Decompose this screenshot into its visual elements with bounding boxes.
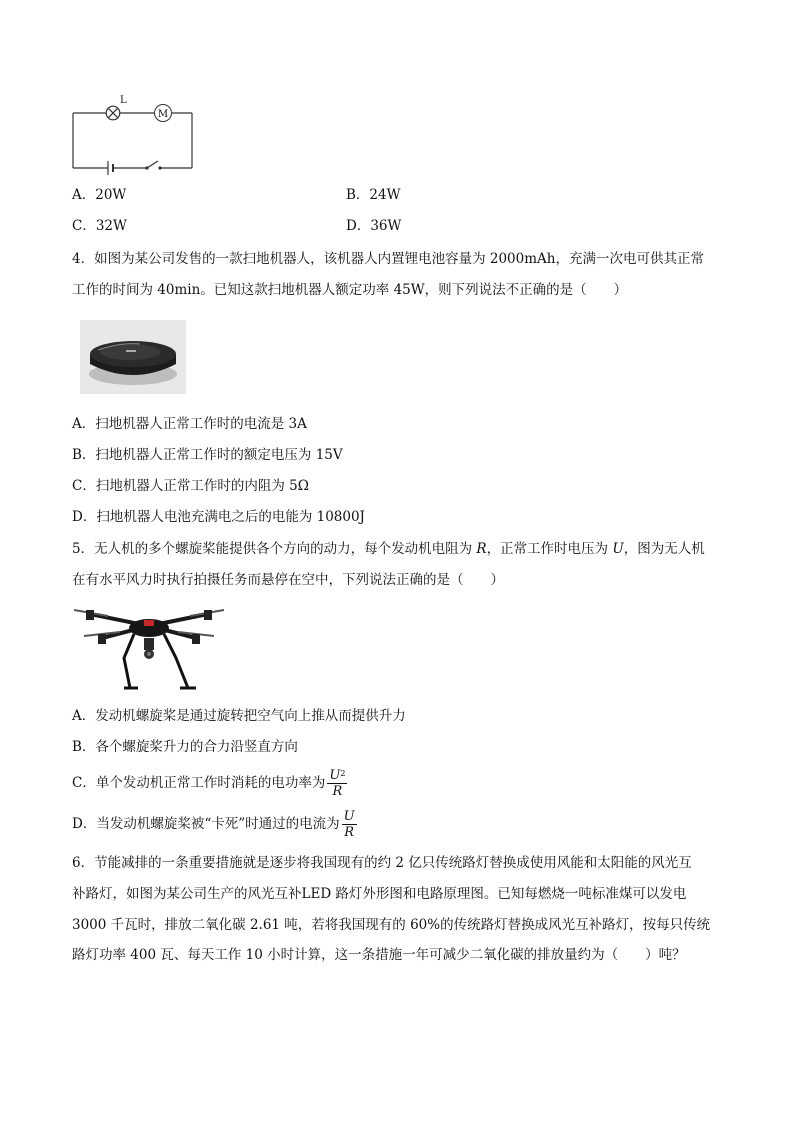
- drone-photo: [74, 596, 224, 696]
- q6-stem-line2: 补路灯，如图为某公司生产的风光互补LED 路灯外形图和电路原理图。已知每燃烧一吨标准煤可以发电: [72, 886, 687, 902]
- q6-stem-line3: 3000 千瓦时，排放二氧化碳 2.61 吨，若将我国现有的 60%的传统路灯替换成风光互补路灯，按每只传统: [72, 917, 711, 933]
- fraction-u-over-r: $\frac{U}{R}$: [343, 809, 355, 840]
- q4-option-a[interactable]: A．扫地机器人正常工作时的电流是 3A: [72, 416, 307, 432]
- q5-option-b[interactable]: B．各个螺旋桨升力的合力沿竖直方向: [72, 739, 298, 755]
- q3-option-a[interactable]: A．20W: [72, 187, 127, 203]
- q4-stem-line1: 4．如图为某公司发售的一款扫地机器人，该机器人内置锂电池容量为 2000mAh，充满一次电可供其正常: [72, 251, 704, 267]
- motor-label: M: [157, 109, 169, 120]
- circuit-diagram: [66, 96, 200, 176]
- q4-option-b[interactable]: B．扫地机器人正常工作时的额定电压为 15V: [72, 447, 343, 463]
- lamp-label: L: [120, 95, 127, 106]
- lamp-icon: [105, 105, 121, 121]
- q3-option-b[interactable]: B．24W: [346, 187, 401, 203]
- q4-option-d[interactable]: D．扫地机器人电池充满电之后的电能为 10800J: [72, 509, 365, 525]
- q5-option-d[interactable]: D．当发动机螺旋桨被“卡死”时通过的电流为 $\frac{U}{R}$: [72, 809, 355, 840]
- fraction-u2-over-r: $\frac{U^2}{R}$: [329, 768, 346, 799]
- q5-stem-line1: 5．无人机的多个螺旋桨能提供各个方向的动力，每个发动机电阻为 R，正常工作时电压为 U，图为无人机: [72, 541, 705, 557]
- q6-stem-line4: 路灯功率 400 瓦、每天工作 10 小时计算，这一条措施一年可减少二氧化碳的排放量约为（ ）吨？: [72, 947, 686, 963]
- q3-option-d[interactable]: D．36W: [346, 218, 402, 234]
- q5-stem-line2: 在有水平风力时执行拍摄任务而悬停在空中，下列说法正确的是（ ）: [72, 572, 504, 588]
- var-u: U: [612, 541, 624, 557]
- q6-stem-line1: 6．节能减排的一条重要措施就是逐步将我国现有的约 2 亿只传统路灯替换成使用风能和太阳能的风光互: [72, 855, 692, 871]
- q5-option-a[interactable]: A．发动机螺旋桨是通过旋转把空气向上推从而提供升力: [72, 708, 406, 724]
- var-r: R: [476, 541, 487, 557]
- q4-option-c[interactable]: C．扫地机器人正常工作时的内阻为 5Ω: [72, 478, 309, 494]
- motor-icon: [154, 104, 172, 122]
- q5-option-c[interactable]: C．单个发动机正常工作时消耗的电功率为 $\frac{U^2}{R}$: [72, 768, 346, 799]
- switch-blade: [147, 161, 158, 168]
- robot-vacuum-photo: [80, 320, 186, 394]
- q3-option-c[interactable]: C．32W: [72, 218, 127, 234]
- q4-stem-line2: 工作的时间为 40min。已知这款扫地机器人额定功率 45W，则下列说法不正确的是（ ）: [72, 282, 628, 298]
